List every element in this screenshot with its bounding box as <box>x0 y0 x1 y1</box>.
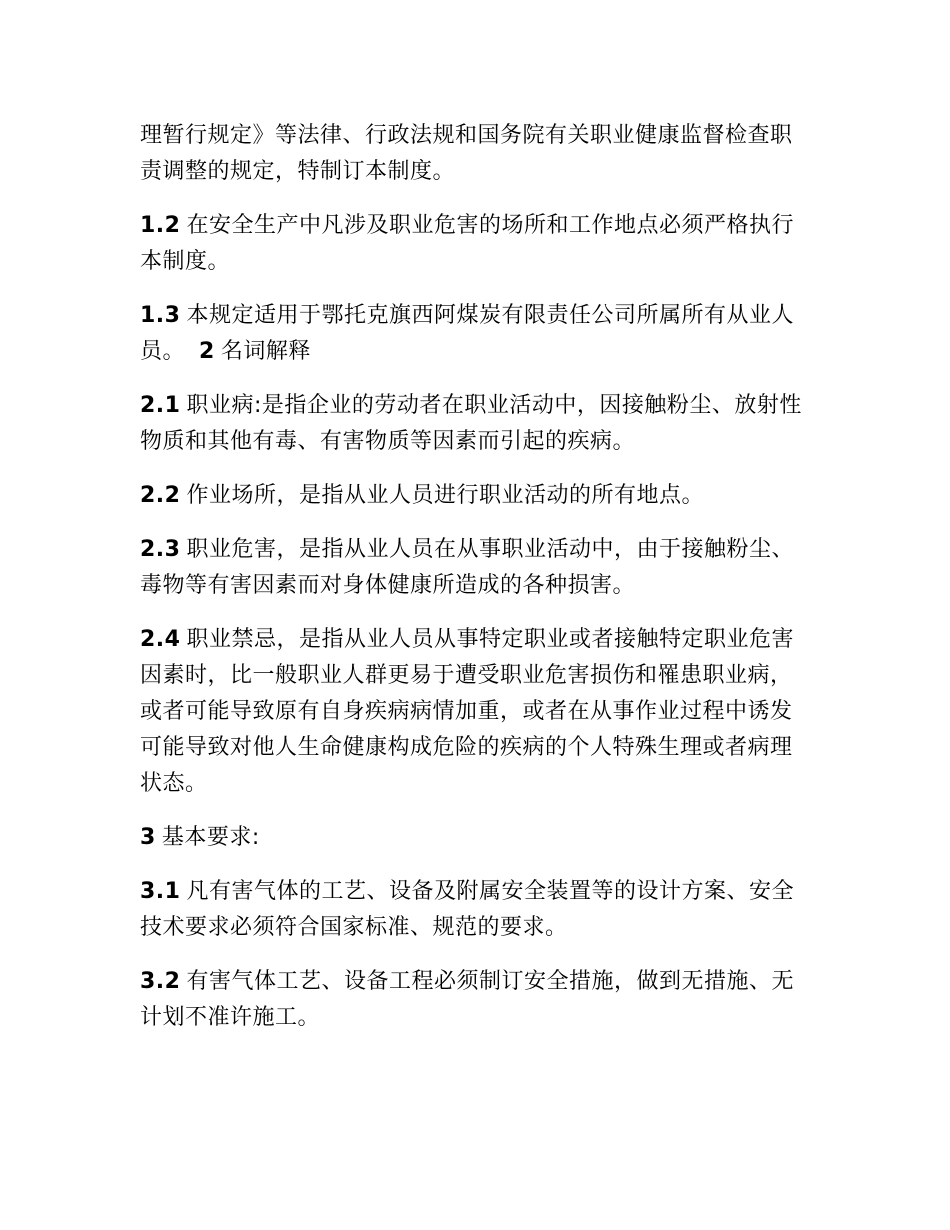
section-number: 2.2 <box>140 483 181 508</box>
paragraph-3-2 <box>140 964 812 1036</box>
paragraph-text: 理暂行规定》等法律、行政法规和国务院有关职业健康监督检查职责调整的规定，特制订本制度。 <box>140 123 793 184</box>
paragraph-1-3 <box>140 298 812 370</box>
section-number: 2.3 <box>140 537 181 562</box>
section-number: 1.2 <box>140 213 181 238</box>
paragraph-3-heading <box>140 820 812 856</box>
paragraph-3-1 <box>140 874 812 946</box>
paragraph-text: 职业危害，是指从业人员在从事职业活动中，由于接触粉尘、毒物等有害因素而对身体健康所造成的各种损害。 <box>140 537 794 598</box>
section-heading-text: 基本要求: <box>161 825 260 850</box>
paragraph-intro-continued <box>140 118 812 190</box>
paragraph-2-4 <box>140 622 812 802</box>
section-number-heading: 2 <box>199 339 215 364</box>
paragraph-text: 职业禁忌，是指从业人员从事特定职业或者接触特定职业危害因素时，比一般职业人群更易于遭受职业危害损伤和罹患职业病，或者可能导致原有自身疾病病情加重，或者在从事作业过程中诱发可能导致对他人生命健康构成危险的疾病的个人特殊生理或者病理状态。 <box>140 627 794 796</box>
paragraph-2-2 <box>140 478 812 514</box>
paragraph-text: 本规定适用于鄂托克旗西阿煤炭有限责任公司所属所有从业人员。 <box>140 303 794 364</box>
paragraph-text: 凡有害气体的工艺、设备及附属安全装置等的设计方案、安全技术要求必须符合国家标准、规范的要求。 <box>140 879 794 940</box>
paragraph-text: 有害气体工艺、设备工程必须制订安全措施，做到无措施、无计划不准许施工。 <box>140 969 794 1030</box>
section-number: 2.1 <box>140 393 181 418</box>
paragraph-text: 职业病:是指企业的劳动者在职业活动中，因接触粉尘、放射性物质和其他有毒、有害物质等因素而引起的疾病。 <box>140 393 802 454</box>
section-heading-text: 名词解释 <box>220 339 311 364</box>
document-page <box>140 118 812 1054</box>
section-number: 3.2 <box>140 969 181 994</box>
paragraph-text: 在安全生产中凡涉及职业危害的场所和工作地点必须严格执行本制度。 <box>140 213 794 274</box>
section-number: 3.1 <box>140 879 181 904</box>
paragraph-text: 作业场所，是指从业人员进行职业活动的所有地点。 <box>186 483 704 508</box>
section-number: 2.4 <box>140 627 181 652</box>
section-number: 1.3 <box>140 303 181 328</box>
section-number: 3 <box>140 825 156 850</box>
paragraph-2-3 <box>140 532 812 604</box>
paragraph-2-1 <box>140 388 812 460</box>
paragraph-1-2 <box>140 208 812 280</box>
